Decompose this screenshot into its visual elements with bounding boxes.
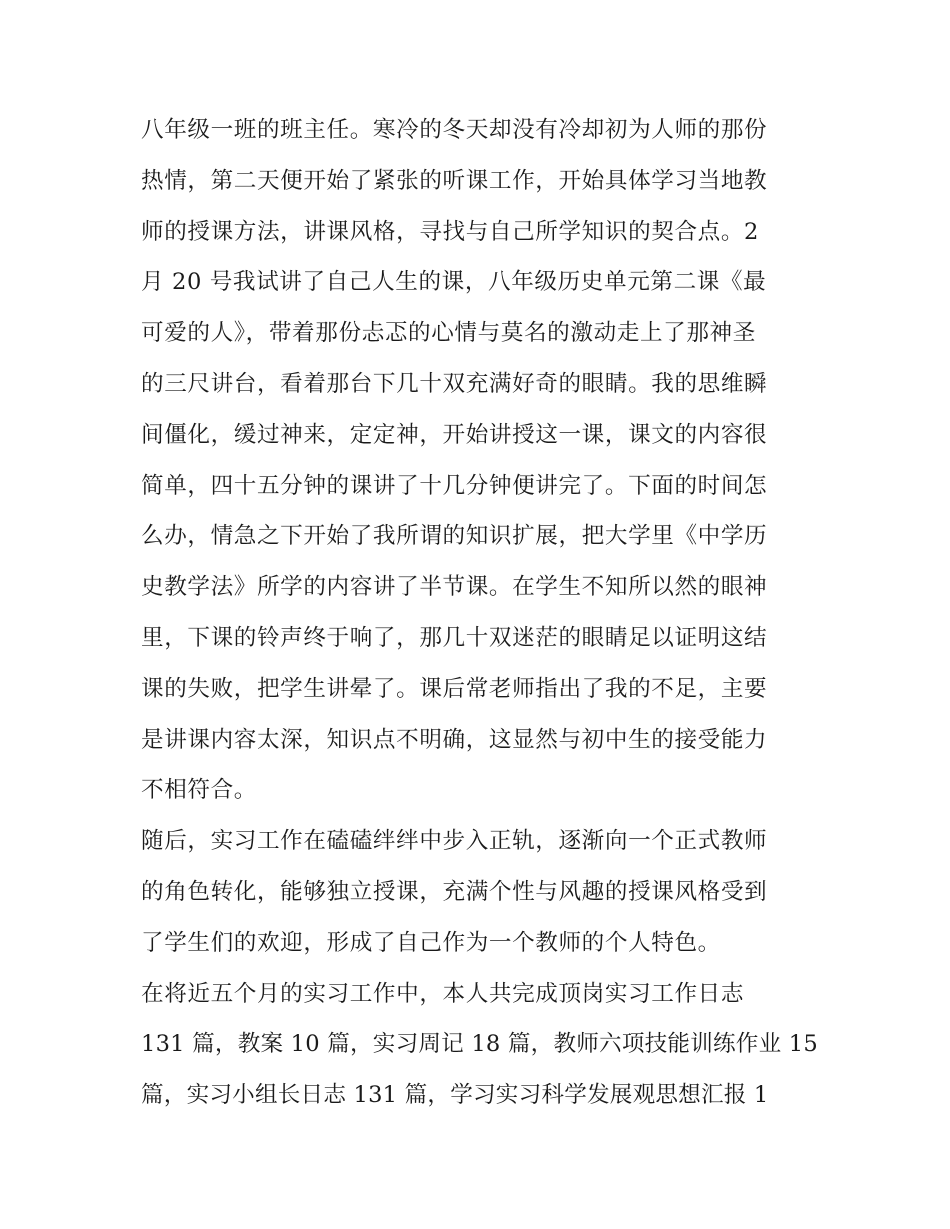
text-line: 的角色转化，能够独立授课，充满个性与风趣的授课风格受到 (141, 878, 768, 905)
paragraph-2 (141, 816, 813, 968)
text-line: 篇，实习小组长日志 131 篇，学习实习科学发展观思想汇报 1 (141, 1082, 769, 1109)
text-line: 不相符合。 (141, 777, 257, 804)
text-line: 在将近五个月的实习工作中，本人共完成顶岗实习工作日志 (141, 980, 745, 1007)
text-line: 简单，四十五分钟的课讲了十几分钟便讲完了。下面的时间怎 (141, 472, 768, 499)
paragraph-1 (141, 105, 813, 816)
paragraph-3 (141, 969, 818, 1121)
text-line: 八年级一班的班主任。寒冷的冬天却没有冷却初为人师的那份 (141, 117, 768, 143)
text-line: 月 20 号我试讲了自己人生的课，八年级历史单元第二课《最 (141, 269, 767, 296)
text-line: 随后，实习工作在磕磕绊绊中步入正轨，逐渐向一个正式教师 (141, 828, 768, 855)
text-line: 师的授课方法，讲课风格，寻找与自己所学知识的契合点。2 (141, 218, 760, 245)
text-line: 131 篇，教案 10 篇，实习周记 18 篇，教师六项技能训练作业 15 (141, 1031, 818, 1058)
text-line: 里，下课的铃声终于响了，那几十双迷茫的眼睛足以证明这结 (141, 624, 768, 651)
text-line: 么办，情急之下开始了我所谓的知识扩展，把大学里《中学历 (141, 523, 768, 550)
text-line: 可爱的人》，带着那份忐忑的心情与莫名的激动走上了那神圣 (141, 320, 756, 347)
text-line: 热情，第二天便开始了紧张的听课工作，开始具体学习当地教 (141, 167, 768, 194)
document-body (141, 105, 818, 1121)
text-line: 课的失败，把学生讲晕了。课后常老师指出了我的不足，主要 (141, 675, 768, 702)
text-line: 的三尺讲台，看着那台下几十双充满好奇的眼睛。我的思维瞬 (141, 370, 768, 397)
text-line: 是讲课内容太深，知识点不明确，这显然与初中生的接受能力 (141, 726, 768, 753)
text-line: 了学生们的欢迎，形成了自己作为一个教师的个人特色。 (141, 929, 721, 956)
text-line: 史教学法》所学的内容讲了半节课。在学生不知所以然的眼神 (141, 574, 768, 601)
text-line: 间僵化，缓过神来，定定神，开始讲授这一课，课文的内容很 (141, 421, 768, 448)
